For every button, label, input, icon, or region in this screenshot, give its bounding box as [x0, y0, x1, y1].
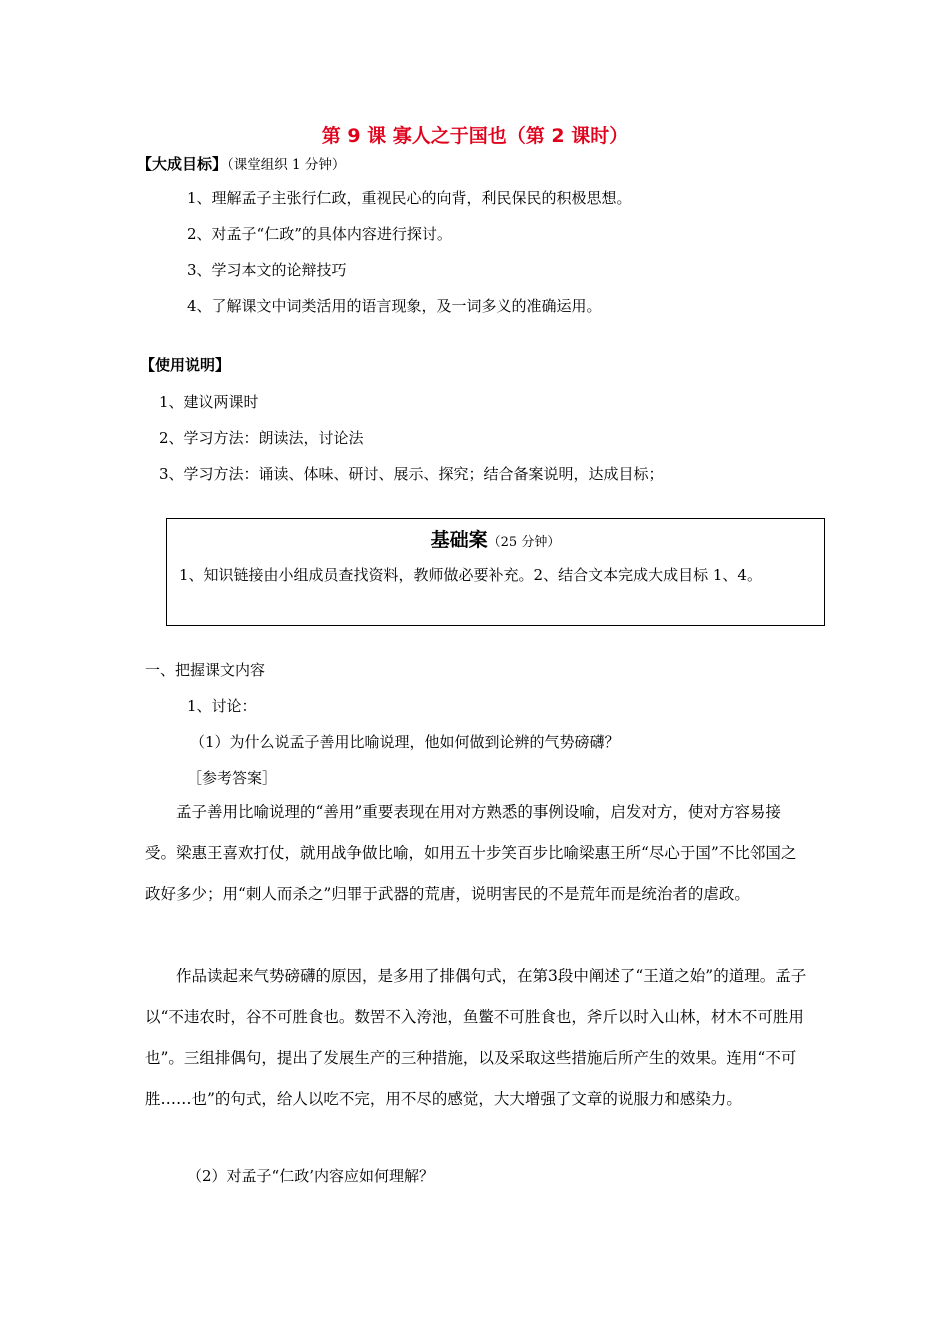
- answer-paragraph-1: 孟子善用比喻说理的“善用”重要表现在用对方熟悉的事例设喻，启发对方，使对方容易接受。梁惠王喜欢打仗，就用战争做比喻，如用五十步笑百步比喻梁惠王所“尽心于国”不比邻国之政好多少；用“刺人而杀之”归罪于武器的荒唐，说明害民的不是荒年而是统治者的虐政。: [145, 803, 797, 903]
- answer-paragraph-2: 作品读起来气势磅礴的原因，是多用了排偶句式，在第3段中阐述了“王道之始”的道理。孟子以“不违农时，谷不可胜食也。数罟不入洿池，鱼鳖不可胜食也，斧斤以时入山林，材木不可胜用也”。三组排偶句，提出了发展生产的三种措施，以及采取这些措施后所产生的效果。连用“不可胜……也”的句式，给人以吃不完，用不尽的感觉，大大增强了文章的说服力和感染力。: [145, 967, 807, 1108]
- discussion-label: 1、讨论：: [187, 697, 257, 715]
- reference-answer-label: ［参考答案］: [187, 769, 278, 787]
- goal-item: 4、了解课文中词类活用的语言现象，及一词多义的准确运用。: [187, 297, 602, 315]
- usage-heading: 【使用说明】: [140, 356, 231, 374]
- basic-case-body: 1、知识链接由小组成员查找资料，教师做必要补充。2、结合文本完成大成目标 1、4。: [179, 566, 762, 584]
- goal-item: 3、学习本文的论辩技巧: [187, 261, 347, 279]
- goals-header: [137, 154, 345, 175]
- page-title: 第 9 课 寡人之于国也（第 2 课时）: [321, 125, 629, 147]
- question-1: （1）为什么说孟子善用比喻说理，他如何做到论辨的气势磅礴？: [190, 733, 620, 751]
- basic-case-box: [166, 518, 825, 626]
- basic-case-title: 基础案: [430, 529, 488, 551]
- basic-case-time: （25 分钟）: [487, 535, 561, 550]
- question-2: （2）对孟子“仁政’内容应如何理解？: [187, 1167, 434, 1185]
- usage-item: 3、学习方法：诵读、体味、研讨、展示、探究；结合备案说明，达成目标；: [159, 465, 664, 483]
- usage-item: 2、学习方法：朗读法，讨论法: [159, 429, 364, 447]
- goals-note: （课堂组织 1 分钟）: [227, 157, 346, 173]
- basic-case-title-row: [167, 527, 824, 556]
- goal-item: 1、理解孟子主张行仁政，重视民心的向背，利民保民的积极思想。: [187, 189, 632, 207]
- usage-item: 1、建议两课时: [159, 393, 259, 411]
- goals-heading: 【大成目标】: [137, 155, 228, 173]
- goal-item: 2、对孟子“仁政”的具体内容进行探讨。: [187, 225, 452, 243]
- section-heading: 一、把握课文内容: [145, 661, 266, 679]
